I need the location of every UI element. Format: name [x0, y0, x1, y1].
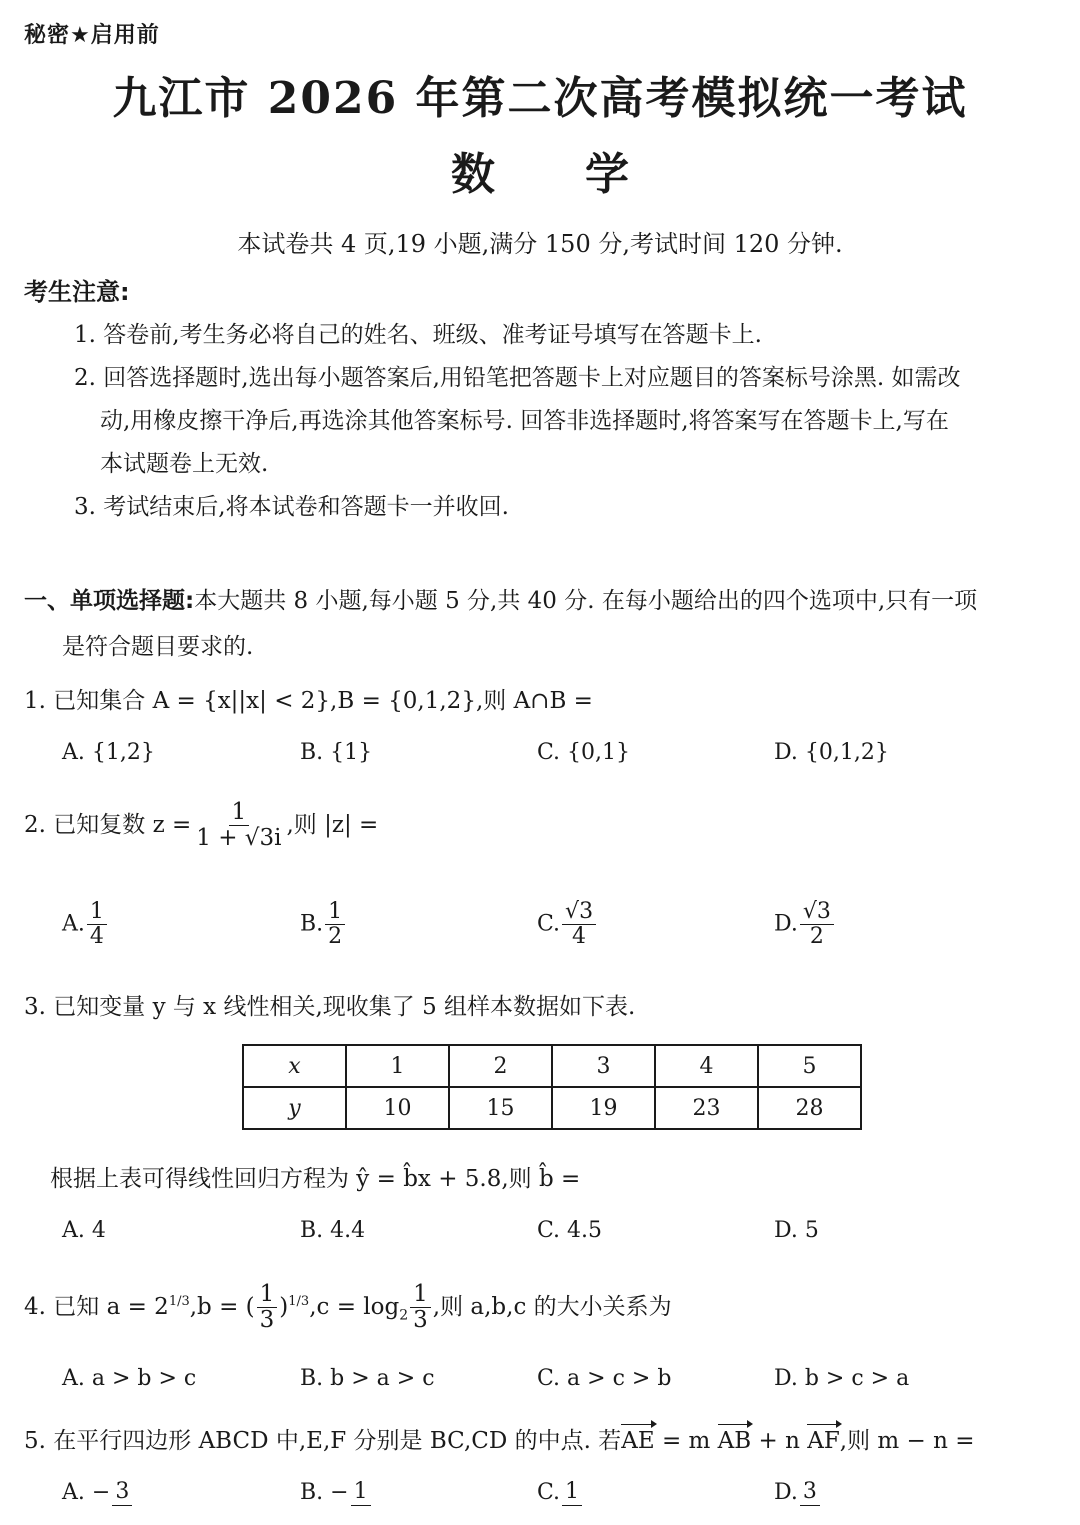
table-cell: 15: [449, 1087, 552, 1129]
notice-heading: 考生注意:: [24, 278, 130, 306]
table-cell: 5: [758, 1045, 861, 1087]
q1-option-a: A. {1,2}: [62, 740, 155, 765]
q4-option-d: D. b > c > a: [774, 1366, 910, 1391]
question-3-stem: 3. 已知变量 y 与 x 线性相关,现收集了 5 组样本数据如下表.: [24, 994, 636, 1020]
q5-option-b: B. − 1: [300, 1480, 373, 1506]
q2-option-b: B. $\frac{1}{2}$: [300, 900, 347, 949]
table-row: [243, 1045, 861, 1087]
table-cell: 2: [449, 1045, 552, 1087]
q3-option-c: C. 4.5: [537, 1218, 603, 1243]
q2-option-c: C. $\frac{√3}{4}$: [537, 900, 598, 949]
subject-title: 数 学: [451, 149, 629, 200]
table-cell: 10: [346, 1087, 449, 1129]
notice-item: 本试题卷上无效.: [100, 451, 269, 477]
q5-option-a: A. − 3: [62, 1480, 134, 1506]
question-2-stem: 2. 已知复数 z = $\frac{1}{1 + √3i}$ ,则 |z| =: [24, 799, 379, 852]
table-cell: 4: [655, 1045, 758, 1087]
exam-title: 九江市 2026 年第二次高考模拟统一考试: [112, 73, 968, 124]
q3-option-d: D. 5: [774, 1218, 819, 1243]
q2-option-a: A. $\frac{1}{4}$: [62, 900, 109, 949]
table-cell: 19: [552, 1087, 655, 1129]
question-5-stem: 5. 在平行四边形 ABCD 中,E,F 分别是 BC,CD 的中点. 若AE = m AB + n AF,则 m − n =: [24, 1428, 975, 1454]
question-1-stem: 1. 已知集合 A = {x||x| < 2},B = {0,1,2},则 A∩B =: [24, 688, 593, 714]
section-desc-line2: 是符合题目要求的.: [62, 634, 254, 660]
table-cell: 28: [758, 1087, 861, 1129]
q4-option-c: C. a > c > b: [537, 1366, 672, 1391]
confidential-label: 秘密★启用前: [24, 23, 160, 48]
q2-option-d: D. $\frac{√3}{2}$: [774, 900, 836, 949]
table-row: [243, 1087, 861, 1129]
table-cell: x: [243, 1045, 346, 1087]
question-4-stem: 4. 已知 $a = 2^{1/3},b$ = ( $\frac{1}{3}$ )$^{1/3},c = \log_2$ $\frac{1}{3}$ ,则 a,b,c 的大小关系为: [24, 1281, 672, 1334]
notice-item: 3. 考试结束后,将本试卷和答题卡一并收回.: [74, 494, 509, 520]
q5-option-d: D. 3: [774, 1480, 822, 1506]
notice-item: 动,用橡皮擦干净后,再选涂其他答案标号. 回答非选择题时,将答案写在答题卡上,写在: [100, 408, 949, 434]
q4-option-a: A. a > b > c: [62, 1366, 197, 1391]
q4-option-b: B. b > a > c: [300, 1366, 435, 1391]
q1-option-d: D. {0,1,2}: [774, 740, 889, 765]
q5-option-c: C. 1: [537, 1480, 584, 1506]
q3-option-b: B. 4.4: [300, 1218, 366, 1243]
q1-option-b: B. {1}: [300, 740, 373, 765]
notice-item: 1. 答卷前,考生务必将自己的姓名、班级、准考证号填写在答题卡上.: [74, 322, 762, 348]
table-cell: 1: [346, 1045, 449, 1087]
question-3-follow: 根据上表可得线性回归方程为 ŷ = b̂x + 5.8,则 b̂ =: [50, 1166, 581, 1192]
exam-info: 本试卷共 4 页,19 小题,满分 150 分,考试时间 120 分钟.: [237, 230, 843, 258]
q3-option-a: A. 4: [62, 1218, 106, 1243]
section-heading: 一、单项选择题:本大题共 8 小题,每小题 5 分,共 40 分. 在每小题给出的四个选项中,只有一项: [24, 588, 978, 614]
sample-data-table: [242, 1044, 862, 1130]
table-cell: 23: [655, 1087, 758, 1129]
table-cell: y: [243, 1087, 346, 1129]
q1-option-c: C. {0,1}: [537, 740, 631, 765]
table-cell: 3: [552, 1045, 655, 1087]
notice-item: 2. 回答选择题时,选出每小题答案后,用铅笔把答题卡上对应题目的答案标号涂黑. 如需改: [74, 365, 961, 391]
